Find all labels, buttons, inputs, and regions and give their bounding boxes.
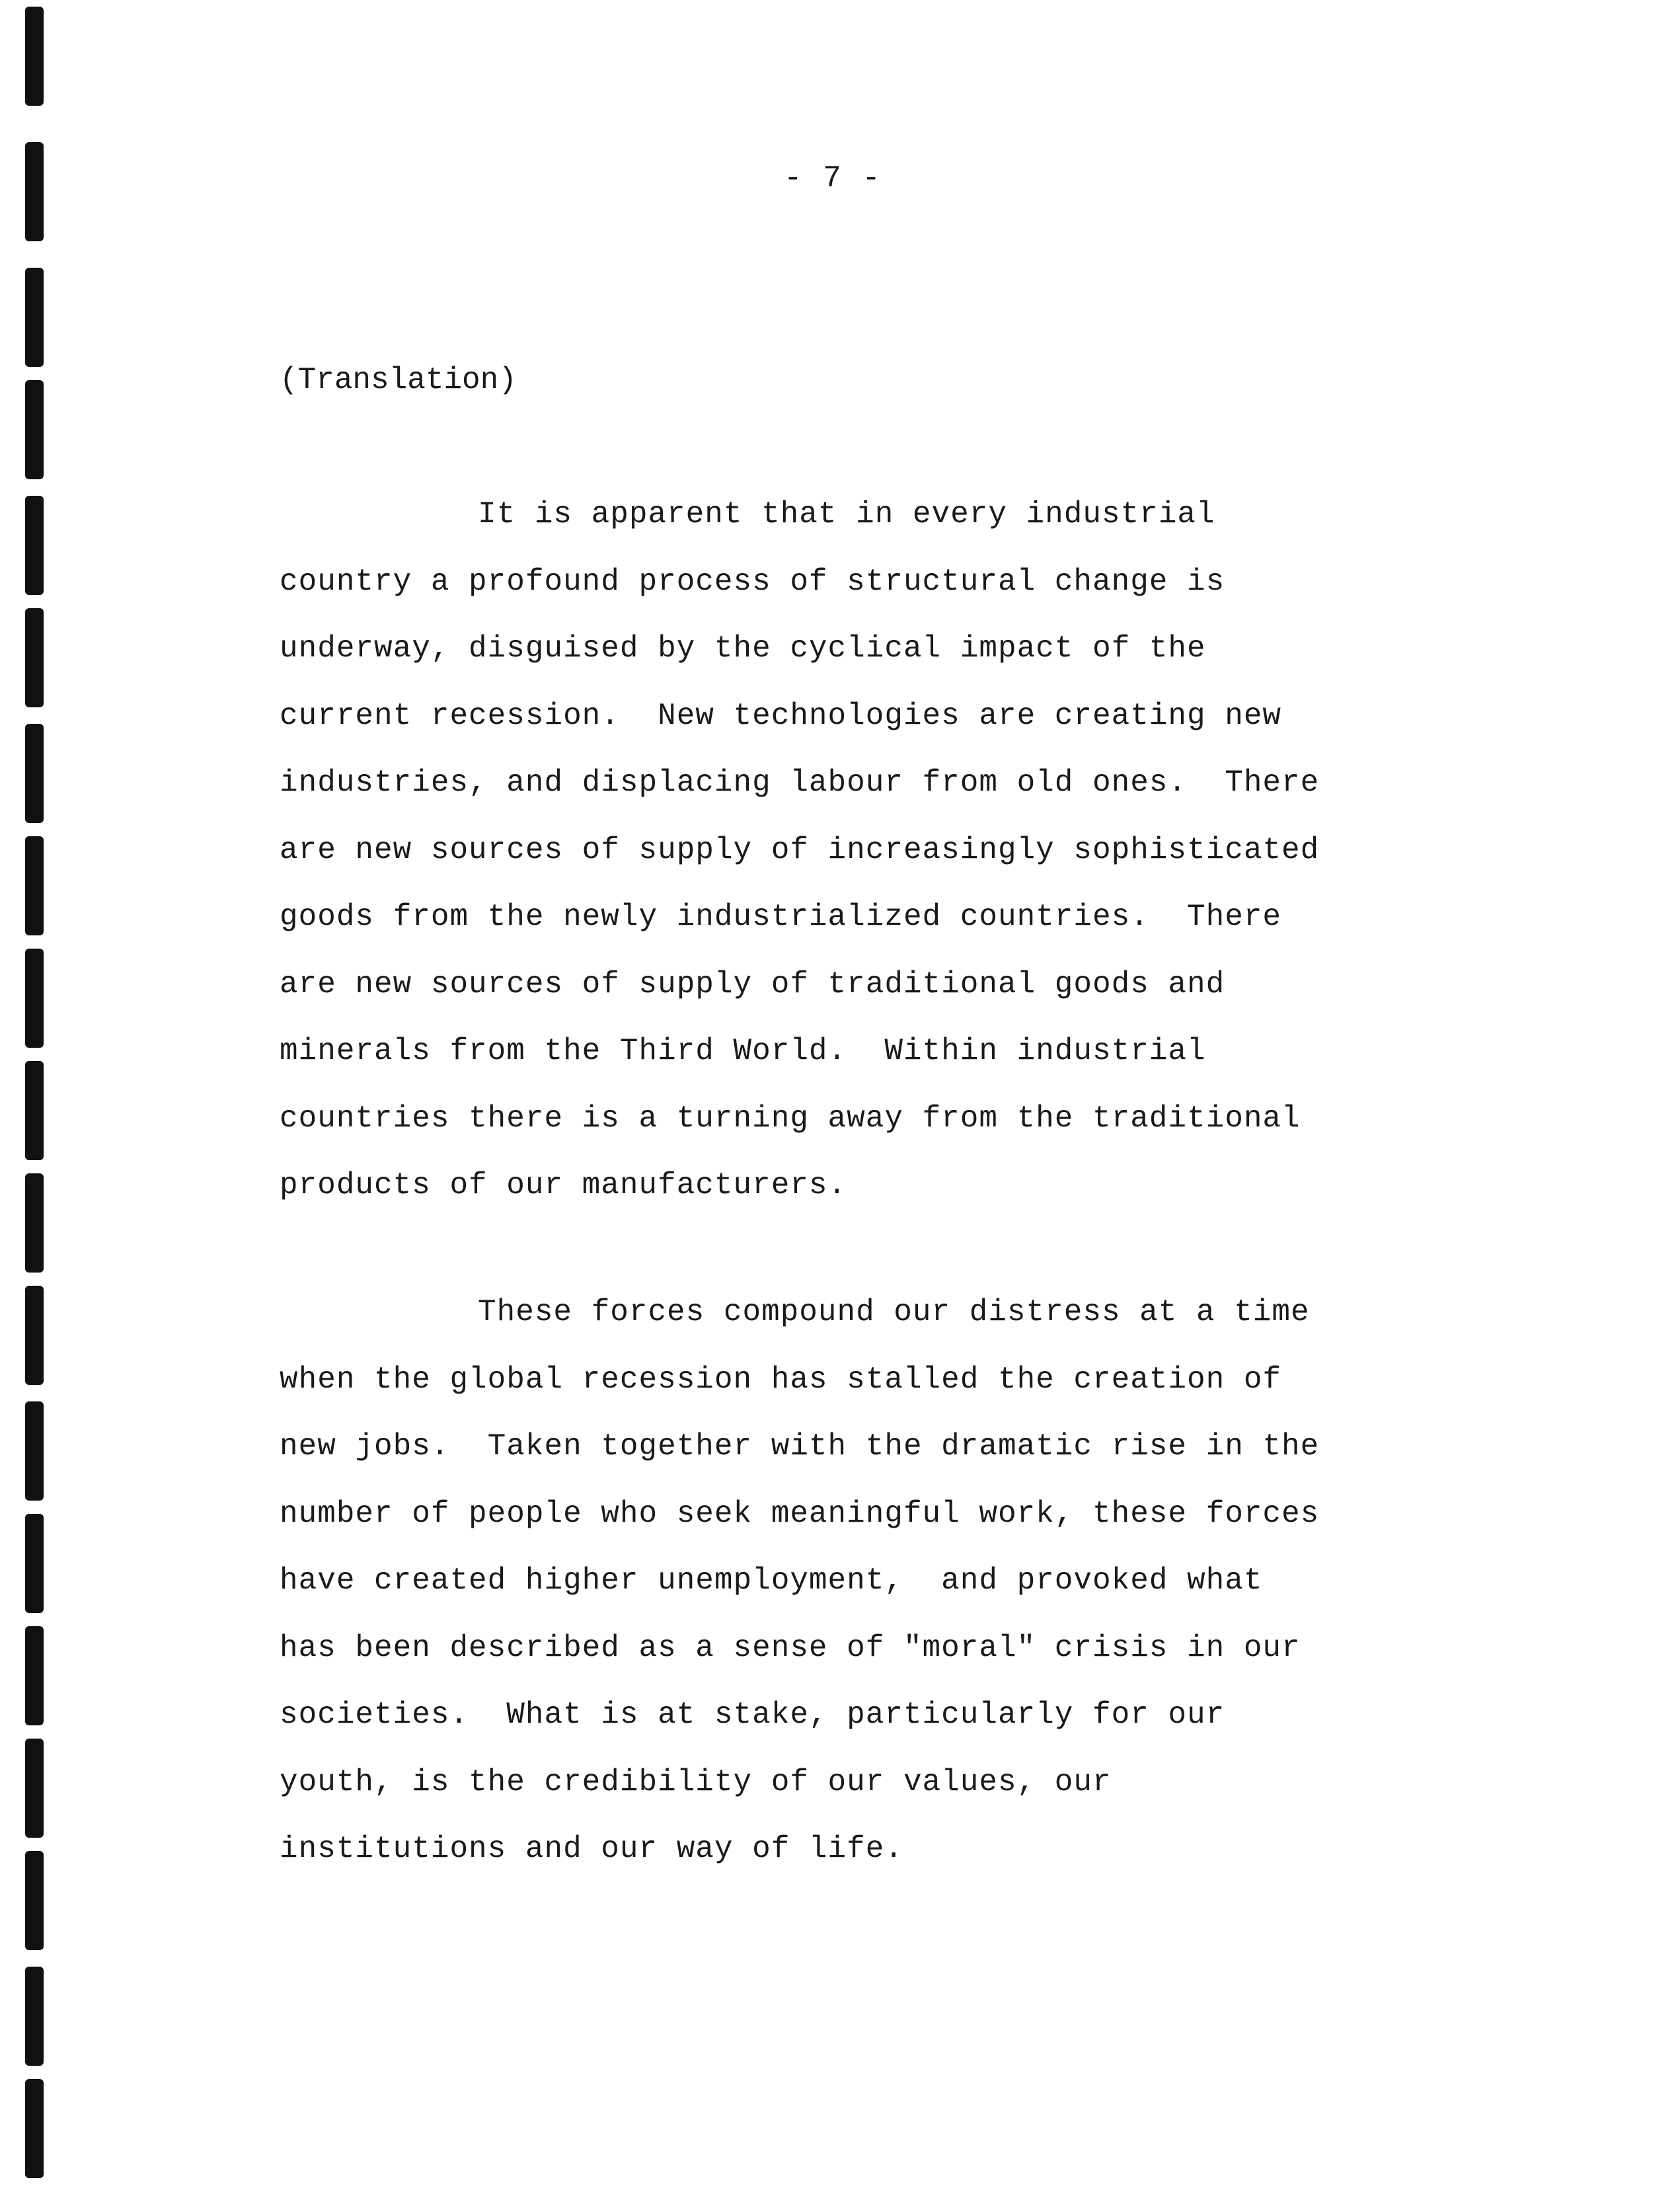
paragraph bbox=[280, 494, 1456, 1233]
text-line: societies. What is at stake, particularly for our bbox=[280, 1698, 1225, 1732]
binder-mark bbox=[25, 1626, 44, 1725]
page-number: - 7 - bbox=[783, 161, 882, 196]
binder-mark bbox=[25, 2079, 44, 2178]
binder-mark bbox=[25, 1173, 44, 1273]
binder-mark bbox=[25, 1061, 44, 1160]
text-line: It is apparent that in every industrial bbox=[478, 497, 1215, 531]
text-line: are new sources of supply of increasingly sophisticated bbox=[280, 832, 1320, 867]
text-line: These forces compound our distress at a time bbox=[478, 1295, 1310, 1329]
text-line: new jobs. Taken together with the dramatic rise in the bbox=[280, 1429, 1320, 1464]
text-line: are new sources of supply of traditional goods and bbox=[280, 966, 1225, 1001]
binder-mark bbox=[25, 7, 44, 106]
text-line: has been described as a sense of "moral" crisis in our bbox=[280, 1630, 1301, 1665]
binder-mark bbox=[25, 1401, 44, 1501]
binder-mark bbox=[25, 1286, 44, 1385]
text-line: current recession. New technologies are creating new bbox=[280, 698, 1282, 733]
binder-mark bbox=[25, 1514, 44, 1613]
binder-mark bbox=[25, 1851, 44, 1950]
text-line: products of our manufacturers. bbox=[280, 1168, 847, 1202]
binder-mark bbox=[25, 380, 44, 479]
binder-mark bbox=[25, 836, 44, 935]
binder-mark bbox=[25, 142, 44, 241]
text-line: youth, is the credibility of our values, our bbox=[280, 1764, 1112, 1799]
text-line: industries, and displacing labour from old ones. There bbox=[280, 765, 1320, 800]
binder-mark bbox=[25, 1739, 44, 1838]
text-line: countries there is a turning away from the traditional bbox=[280, 1101, 1301, 1136]
binder-mark bbox=[25, 1967, 44, 2066]
text-line: goods from the newly industrialized countries. There bbox=[280, 900, 1282, 934]
text-line: have created higher unemployment, and provoked what bbox=[280, 1563, 1263, 1598]
binder-mark bbox=[25, 496, 44, 595]
text-line: number of people who seek meaningful work, these forces bbox=[280, 1496, 1320, 1531]
binder-mark bbox=[25, 949, 44, 1048]
paragraph bbox=[280, 1292, 1456, 1897]
text-line: underway, disguised by the cyclical impact of the bbox=[280, 631, 1206, 666]
text-line: minerals from the Third World. Within industrial bbox=[280, 1034, 1206, 1068]
text-line: institutions and our way of life. bbox=[280, 1832, 903, 1866]
binder-hole-marks bbox=[0, 0, 53, 2198]
text-line: country a profound process of structural change is bbox=[280, 564, 1225, 599]
text-line: when the global recession has stalled the creation of bbox=[280, 1362, 1282, 1397]
binder-mark bbox=[25, 724, 44, 823]
binder-mark bbox=[25, 608, 44, 707]
binder-mark bbox=[25, 268, 44, 367]
translation-heading: (Translation) bbox=[280, 363, 517, 397]
